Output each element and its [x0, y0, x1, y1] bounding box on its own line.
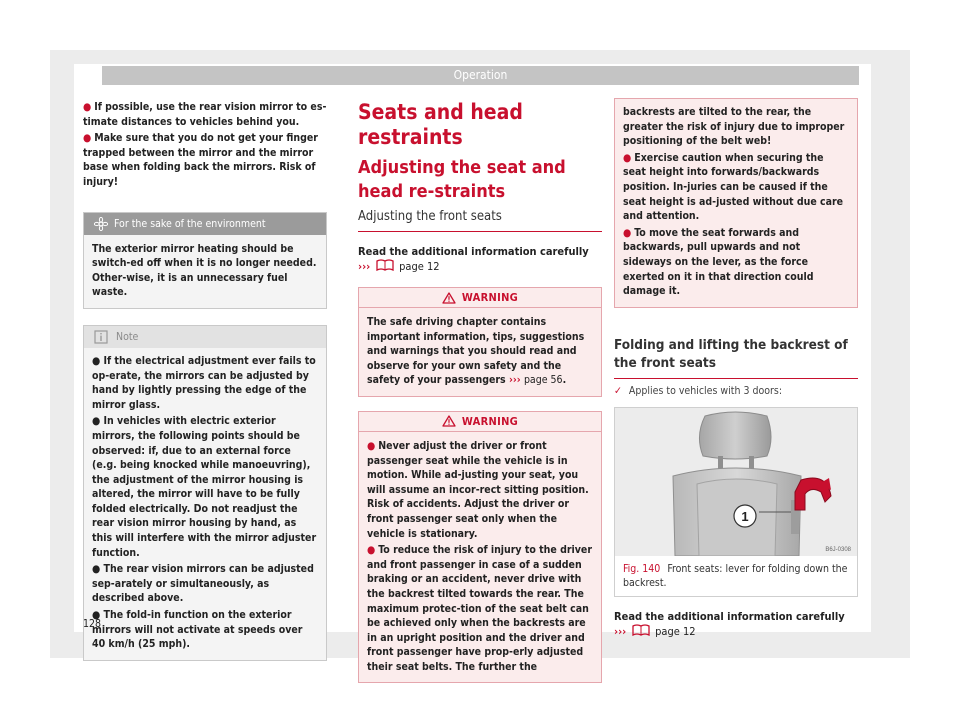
list-item: ● In vehicles with electric exterior mirrors, the following points should be observed: if, due to an external force (e.g. being knocked while manoeuvring), the adjustment of the mirror housing is altered, the mirror will have to be fully folded electrically. Do not readjust the rear vision mirror housing by hand, as this will interfere with the mirror adjuster function.: [92, 415, 317, 559]
note-box-title: Note: [116, 330, 139, 343]
column-right: [614, 98, 858, 639]
figure: [614, 407, 858, 597]
book-icon: [632, 624, 650, 636]
list-item: ● If possible, use the rear vision mirror to es-timate distances to vehicles behind you.: [83, 101, 327, 128]
page-reference-link[interactable]: page 12: [655, 624, 696, 638]
page-reference-link[interactable]: page 56: [523, 374, 563, 387]
warning-icon: [442, 292, 456, 304]
warning-box-header: WARNING: [359, 412, 601, 432]
bullet-icon: ●: [367, 544, 376, 557]
warning-box-body: [359, 432, 601, 683]
page-number: 128: [83, 618, 102, 630]
environment-box-header: [84, 213, 326, 235]
bullet-icon: ●: [92, 609, 104, 622]
topic-heading: Adjusting the front seats: [358, 209, 502, 224]
chevron-right-icon: ›››: [358, 260, 371, 273]
bullet-icon: ●: [367, 439, 376, 452]
bullet-icon: ●: [92, 354, 104, 367]
section-title: Folding and lifting the backrest of the front seats: [614, 336, 848, 371]
warning-box-text: The safe driving chapter contains important information, tips, suggestions and warnings that you should read and observe for your own safety and the safety of your passengers ››› page 56.: [367, 316, 585, 387]
environment-box: [83, 212, 327, 309]
warning-continued-text: backrests are tilted to the rear, the greater the risk of injury due to improper positioning of the belt web!: [623, 106, 845, 148]
bullet-icon: ●: [83, 101, 92, 113]
section-heading: Seats and head restraints: [358, 100, 523, 149]
list-item: ● Exercise caution when securing the seat height into forwards/backwards position. In-juries can be caused if the seat height is ad-justed without due care and attention.: [623, 151, 844, 223]
bullet-icon: ●: [92, 563, 104, 576]
read-more: Read the additional information carefully ››› page 12: [614, 609, 845, 638]
note-box-body: [84, 348, 326, 660]
heading-divider: [614, 378, 858, 379]
warning-icon: [442, 415, 456, 427]
column-middle: [358, 100, 602, 683]
figure-caption: Fig. 140 Front seats: lever for folding down the backrest.: [623, 562, 848, 589]
list-item: ● The rear vision mirrors can be adjusted sep-arately or simultaneously, as described above.: [92, 563, 314, 605]
applies-to: ✓ Applies to vehicles with 3 doors:: [614, 384, 783, 397]
list-item: ● The fold-in function on the exterior mirrors will not activate at speeds over 40 km/h (25 mph).: [92, 609, 303, 651]
checkmark-icon: ✓: [614, 384, 622, 397]
environment-box-title: For the sake of the environment: [114, 217, 266, 230]
chevron-right-icon: ›››: [508, 374, 521, 387]
list-item: ● To reduce the risk of injury to the driver and front passenger in case of a sudden braking or an accident, never drive with the backrest tilted towards the rear. The maximum protec-tion of the seat belt can be achieved only when the backrests are in an upright position and the driver and front passenger have prop-erly adjusted their seat belts. The further the: [367, 544, 592, 673]
callout-number: 1: [741, 508, 749, 524]
book-icon: [376, 259, 394, 271]
chevron-right-icon: ›››: [614, 624, 627, 638]
bullet-icon: ●: [623, 151, 632, 164]
heading-divider: [358, 231, 602, 232]
subsection-heading: Adjusting the seat and head re-straints: [358, 157, 566, 202]
warning-box: [358, 287, 602, 397]
flower-icon: [94, 217, 108, 231]
bullet-list: [83, 100, 327, 190]
warning-box-header: WARNING: [359, 288, 601, 308]
environment-box-text: The exterior mirror heating should be switch-ed off when it is no longer needed. Other-wise, it is an unnecessary fuel waste.: [92, 242, 317, 299]
seat-lever-illustration: [615, 408, 857, 556]
note-box: [83, 325, 327, 661]
list-item: ● If the electrical adjustment ever fails to op-erate, the mirrors can be adjusted by hand by lightly pressing the edge of the mirror glass.: [92, 354, 316, 411]
bullet-icon: ●: [623, 226, 632, 239]
warning-box-continued: [614, 98, 858, 308]
bullet-icon: ●: [83, 132, 92, 145]
list-item: ● To move the seat forwards and backwards, pull upwards and not sideways on the lever, as the force exerted on it in that direction could damage it.: [623, 226, 814, 298]
list-item: ● Never adjust the driver or front passenger seat while the vehicle is in motion. While ad-justing your seat, you will assume an incor-rect sitting position. Risk of accidents. Adjust the driver or front passenger seat only when the vehicle is stationary.: [367, 439, 589, 540]
bullet-icon: ●: [92, 415, 104, 428]
page-header: Operation: [102, 66, 859, 85]
note-box-header: [84, 326, 326, 348]
read-more: Read the additional information carefully ››› page 12: [358, 245, 589, 273]
column-left: [83, 98, 327, 661]
warning-box: [358, 411, 602, 684]
list-item: ● Make sure that you do not get your finger trapped between the mirror and the mirror base when folding back the mirrors. Risk of injury!: [83, 132, 318, 188]
info-icon: [94, 330, 108, 344]
figure-code: B6J-0308: [825, 546, 851, 553]
page-reference-link[interactable]: page 12: [399, 260, 440, 273]
